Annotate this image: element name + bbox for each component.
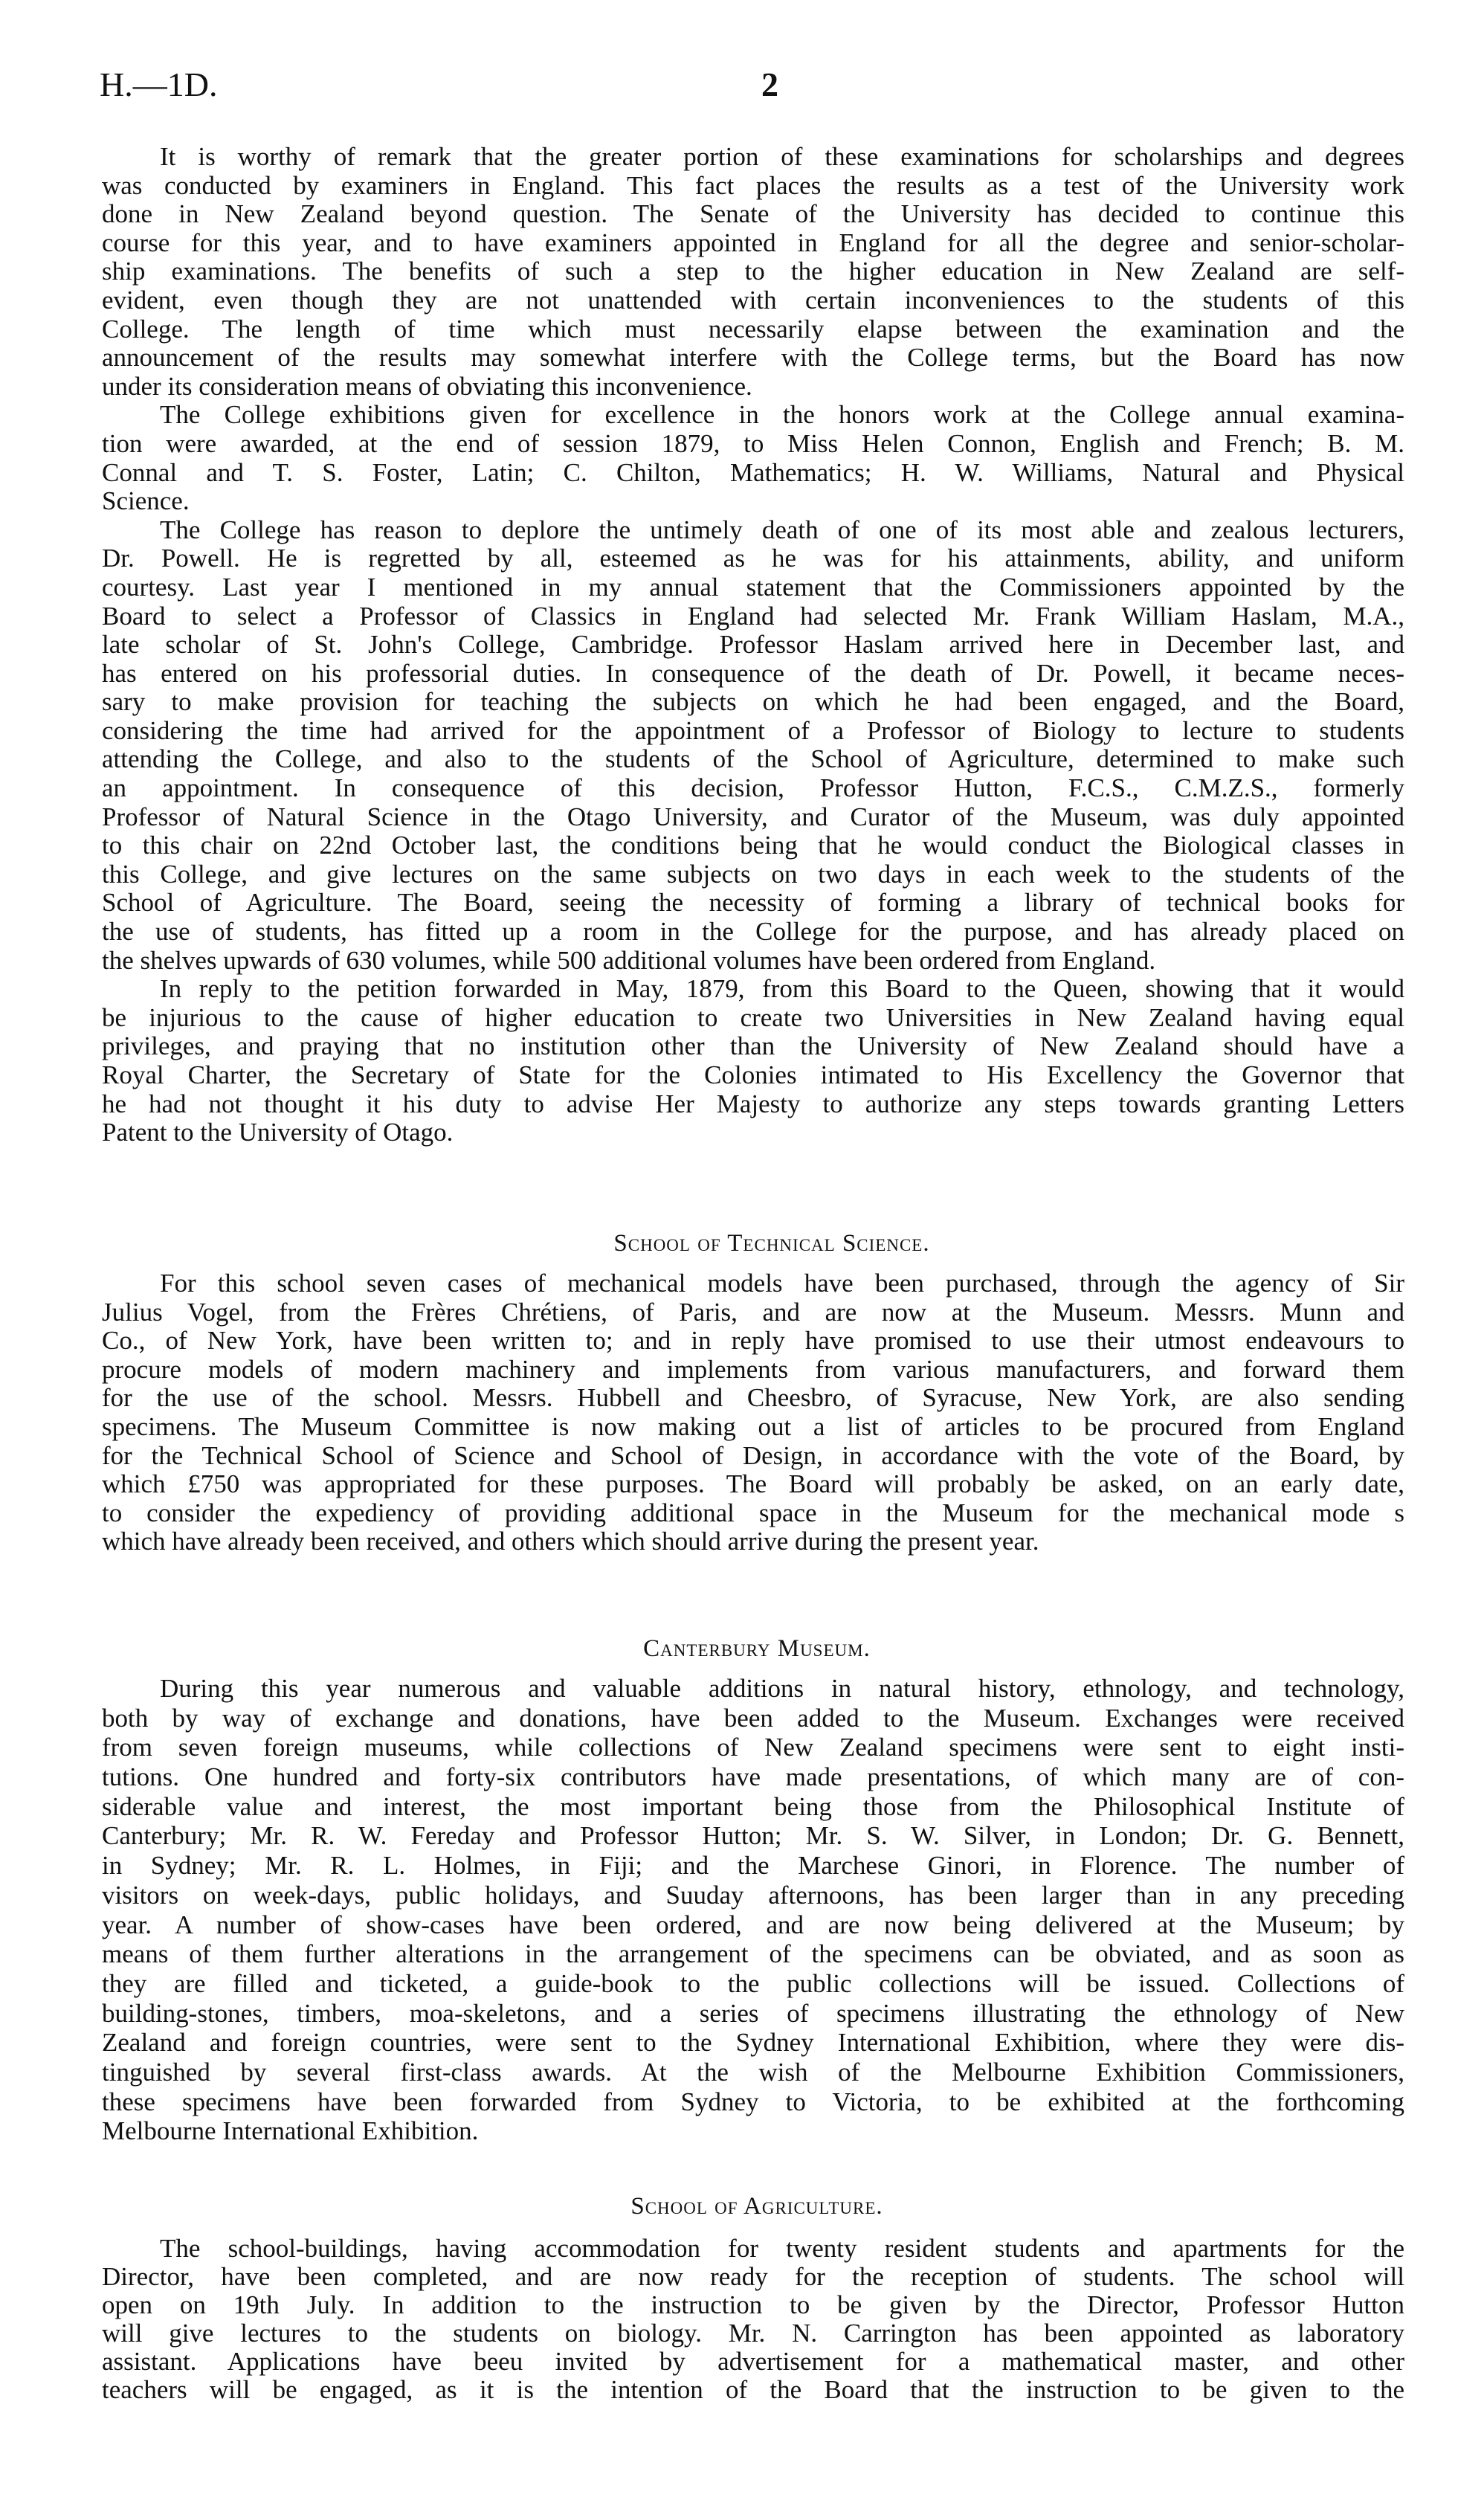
text-line: privileges, and praying that no institution other than the University of New Zealand should have a [102, 1031, 1404, 1061]
text-line: visitors on week-days, public holidays, and Suuday afternoons, has been larger than in any preceding [102, 1880, 1404, 1910]
text-line: for the Technical School of Science and School of Design, in accordance with the vote of the Board, by [102, 1440, 1404, 1470]
paragraph [102, 975, 1404, 1147]
text-line: considering the time had arrived for the appointment of a Professor of Biology to lecture to students [102, 715, 1404, 745]
text-line: from seven foreign museums, while collections of New Zealand specimens were sent to eight insti- [102, 1733, 1404, 1762]
text-line: which have already been received, and others which should arrive during the present year. [102, 1527, 1039, 1556]
text-line: siderable value and interest, the most important being those from the Philosophical Institute of [102, 1791, 1404, 1821]
text-line: courtesy. Last year I mentioned in my annual statement that the Commissioners appointed by the [102, 572, 1404, 602]
text-line: tinguished by several first-class awards. At the wish of the Melbourne Exhibition Commissioners, [102, 2057, 1404, 2087]
text-line: this College, and give lectures on the same subjects on two days in each week to the students of the [102, 859, 1404, 889]
canterbury-museum-paragraph [102, 1674, 1404, 2146]
document-reference [100, 64, 217, 106]
text-line: late scholar of St. John's College, Cambridge. Professor Haslam arrived here in December last, and [102, 630, 1404, 660]
text-line: Patent to the University of Otago. [102, 1118, 454, 1147]
text-line: College. The length of time which must necessarily elapse between the examination and the [102, 314, 1404, 344]
text-line: these specimens have been forwarded from Sydney to Victoria, to be exhibited at the forthcoming [102, 2087, 1404, 2116]
text-line: an appointment. In consequence of this decision, Professor Hutton, F.C.S., C.M.Z.S., formerly [102, 773, 1404, 803]
text-line: for the use of the school. Messrs. Hubbell and Cheesbro, of Syracuse, New York, are also sending [102, 1383, 1404, 1413]
text-line: Canterbury; Mr. R. W. Fereday and Professor Hutton; Mr. S. W. Silver, in London; Dr. G. Bennett, [102, 1821, 1404, 1851]
paragraph [102, 401, 1404, 515]
paragraph [102, 143, 1404, 401]
text-line: The College has reason to deplore the untimely death of one of its most able and zealous lecturers, [160, 515, 1404, 544]
text-line: was conducted by examiners in England. This fact places the results as a test of the University work [102, 170, 1404, 200]
text-line: Royal Charter, the Secretary of State for the Colonies intimated to His Excellency the Governor that [102, 1060, 1404, 1089]
text-line: Co., of New York, have been written to; and in reply have promised to use their utmost endeavours to [102, 1326, 1404, 1356]
text-line: assistant. Applications have beeu invited by advertisement for a mathematical master, and other [102, 2347, 1404, 2376]
text-line: means of them further alterations in the arrangement of the specimens can be obviated, and as soon as [102, 1939, 1404, 1969]
text-line: to this chair on 22nd October last, the conditions being that he would conduct the Biological classes in [102, 831, 1404, 860]
text-line: which £750 was appropriated for these purposes. The Board will probably be asked, on an early date, [102, 1469, 1404, 1499]
text-line: course for this year, and to have examiners appointed in England for all the degree and senior-scholar- [102, 228, 1404, 257]
text-line: Connal and T. S. Foster, Latin; C. Chilton, Mathematics; H. W. Williams, Natural and Physical [102, 457, 1404, 487]
section-heading-technical-science: School of Technical Science. [613, 1230, 930, 1257]
text-line: they are filled and ticketed, a guide-book to the public collections will be issued. Collections of [102, 1968, 1404, 1998]
text-line: Dr. Powell. He is regretted by all, esteemed as he was for his attainments, ability, and uniform [102, 544, 1404, 573]
text-line: sary to make provision for teaching the subjects on which he had been engaged, and the Board, [102, 687, 1404, 717]
section-heading-school-of-agriculture: School of Agriculture. [630, 2193, 883, 2220]
text-line: Julius Vogel, from the Frères Chrétiens, of Paris, and are now at the Museum. Messrs. Munn and [102, 1297, 1404, 1327]
text-line: done in New Zealand beyond question. The Senate of the University has decided to continue this [102, 199, 1404, 229]
text-line: will give lectures to the students on biology. Mr. N. Carrington has been appointed as laboratory [102, 2319, 1404, 2348]
text-line: Zealand and foreign countries, were sent to the Sydney International Exhibition, where they were dis- [102, 2028, 1404, 2058]
text-line: Board to select a Professor of Classics in England had selected Mr. Frank William Haslam, M.A., [102, 601, 1404, 631]
text-line: has entered on his professorial duties. In consequence of the death of Dr. Powell, it became neces- [102, 658, 1404, 688]
text-line: For this school seven cases of mechanical models have been purchased, through the agency of Sir [160, 1269, 1404, 1298]
text-line: During this year numerous and valuable additions in natural history, ethnology, and technology, [160, 1674, 1404, 1703]
text-line: Director, have been completed, and are now ready for the reception of students. The school will [102, 2262, 1404, 2291]
text-line: attending the College, and also to the students of the School of Agriculture, determined to make such [102, 744, 1404, 774]
text-line: the use of students, has fitted up a room in the College for the purpose, and has already placed on [102, 917, 1404, 947]
text-line: ship examinations. The benefits of such a step to the higher education in New Zealand are self- [102, 257, 1404, 286]
text-line: tion were awarded, at the end of session 1879, to Miss Helen Connon, English and French; B. M. [102, 428, 1404, 458]
text-line: The school-buildings, having accommodation for twenty resident students and apartments for the [160, 2234, 1404, 2263]
text-line: announcement of the results may somewhat interfere with the College terms, but the Board has now [102, 343, 1404, 373]
text-line: It is worthy of remark that the greater portion of these examinations for scholarships and degrees [160, 142, 1404, 171]
reference-prefix: H.—1 [100, 65, 184, 103]
text-line: Melbourne International Exhibition. [102, 2116, 479, 2146]
section-heading-canterbury-museum: Canterbury Museum. [643, 1635, 871, 1662]
text-line: procure models of modern machinery and implements from various manufacturers, and forward them [102, 1354, 1404, 1384]
text-line: Science. [102, 486, 190, 516]
intro-text [102, 143, 1404, 1147]
text-line: year. A number of show-cases have been ordered, and are now being delivered at the Museum; by [102, 1910, 1404, 1939]
school-of-agriculture-paragraph [102, 2235, 1404, 2404]
text-line: Professor of Natural Science in the Otago University, and Curator of the Museum, was duly appointed [102, 802, 1404, 831]
text-line: tutions. One hundred and forty-six contributors have made presentations, of which many are of con- [102, 1762, 1404, 1792]
text-line: School of Agriculture. The Board, seeing the necessity of forming a library of technical books for [102, 888, 1404, 918]
paragraph [102, 516, 1404, 976]
text-line: evident, even though they are not unattended with certain inconveniences to the students of this [102, 285, 1404, 315]
text-line: The College exhibitions given for excellence in the honors work at the College annual examina- [160, 400, 1404, 430]
text-line: in Sydney; Mr. R. L. Holmes, in Fiji; and the Marchese Ginori, in Florence. The number of [102, 1851, 1404, 1881]
text-line: building-stones, timbers, moa-skeletons, and a series of specimens illustrating the ethnology of New [102, 1998, 1404, 2028]
text-line: to consider the expediency of providing additional space in the Museum for the mechanical mode s [102, 1498, 1404, 1527]
text-line: be injurious to the cause of higher education to create two Universities in New Zealand having equal [102, 1002, 1404, 1032]
text-line: under its consideration means of obviating this inconvenience. [102, 371, 752, 401]
page-number: 2 [761, 65, 778, 103]
text-line: he had not thought it his duty to advise Her Majesty to authorize any steps towards granting Letters [102, 1089, 1404, 1118]
text-line: In reply to the petition forwarded in May, 1879, from this Board to the Queen, showing that it would [160, 974, 1404, 1004]
text-line: the shelves upwards of 630 volumes, while 500 additional volumes have been ordered from England. [102, 945, 1156, 975]
text-line: teachers will be engaged, as it is the intention of the Board that the instruction to be given to the [102, 2375, 1404, 2404]
reference-suffix: D. [184, 65, 218, 103]
technical-science-paragraph [102, 1269, 1404, 1556]
text-line: specimens. The Museum Committee is now making out a list of articles to be procured from England [102, 1411, 1404, 1441]
text-line: both by way of exchange and donations, have been added to the Museum. Exchanges were received [102, 1703, 1404, 1733]
text-line: open on 19th July. In addition to the instruction to be given by the Director, Professor Hutton [102, 2290, 1404, 2319]
